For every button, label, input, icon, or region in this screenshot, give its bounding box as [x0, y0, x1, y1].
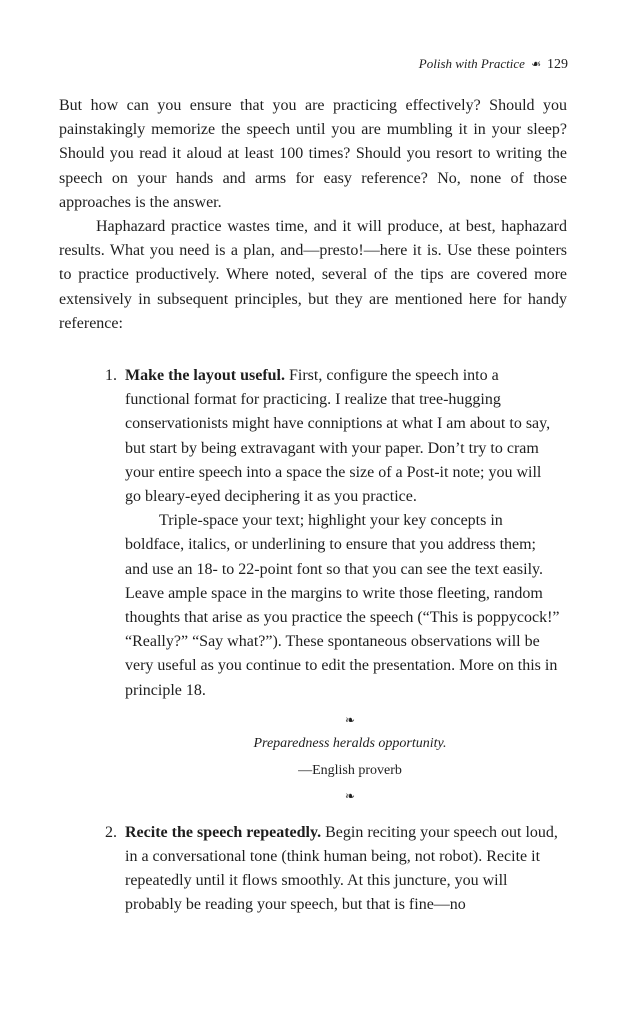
running-head: [419, 56, 568, 73]
paragraph-2: Haphazard practice wastes time, and it will produce, at best, haphazard results. What you need is a plan, and—presto!—here it is. Use these pointers to practice productively. Where noted, several of the tips are covered more extensively in subsequent principles, but they are mentioned here for handy reference:: [59, 218, 567, 332]
list-item-text: [125, 821, 561, 918]
tips-list: [59, 364, 561, 918]
page-number: 129: [547, 57, 568, 72]
fleuron-icon: ❧: [344, 788, 356, 803]
fleuron-icon: ❧: [344, 712, 356, 727]
page-body: [59, 94, 567, 918]
list-item-heading: Recite the speech repeatedly.: [125, 823, 322, 841]
list-item-continuation: Triple-space your text; highlight your key concepts in boldface, italics, or underlining to ensure that you address them; and use an 18- to 22-point font so that you can see the text easily. Leave ample space in the margins to write those fleeting, random thoughts that arise as you practice the speech (“This is poppycock!” “Really?” “Say what?”). These spontaneous observations will be very useful as you continue to edit the presentation. More on this in principle 18.: [125, 512, 560, 699]
fleuron-icon: ❧: [530, 57, 541, 71]
epigraph-attribution: —English proverb: [298, 762, 402, 778]
list-item-body: First, configure the speech into a functional format for practicing. I realize that tree-hugging conservationists might have conniptions at what I am about to say, but start by being extravagant with your paper. Don’t try to cram your entire speech into a space the size of a Post-it note; you will go bleary-eyed deciphering it as you practice.: [125, 367, 551, 506]
list-item-number: 2.: [105, 823, 117, 841]
epigraph: [125, 709, 575, 807]
list-item-body: Begin reciting your speech out loud, in a conversational tone (think human being, not robot). Recite it repeatedly until it flows smoothly. At this juncture, you will probably be reading your speech, but that is fine—no: [125, 823, 558, 914]
paragraph-1: But how can you ensure that you are practicing effectively? Should you painstakingly memorize the speech until you are mumbling it in your sleep? Should you read it aloud at least 100 times? Should you resort to writing the speech on your hands and arms for easy reference? No, none of those approaches is the answer.: [59, 97, 567, 211]
epigraph-quote: Preparedness heralds opportunity.: [253, 735, 447, 751]
list-item-heading: Make the layout useful.: [125, 367, 285, 385]
list-item-number: 1.: [105, 367, 117, 385]
list-item: [105, 364, 561, 703]
running-head-title: Polish with Practice: [418, 56, 525, 71]
list-item: [105, 821, 561, 918]
list-item-text: [125, 364, 561, 509]
